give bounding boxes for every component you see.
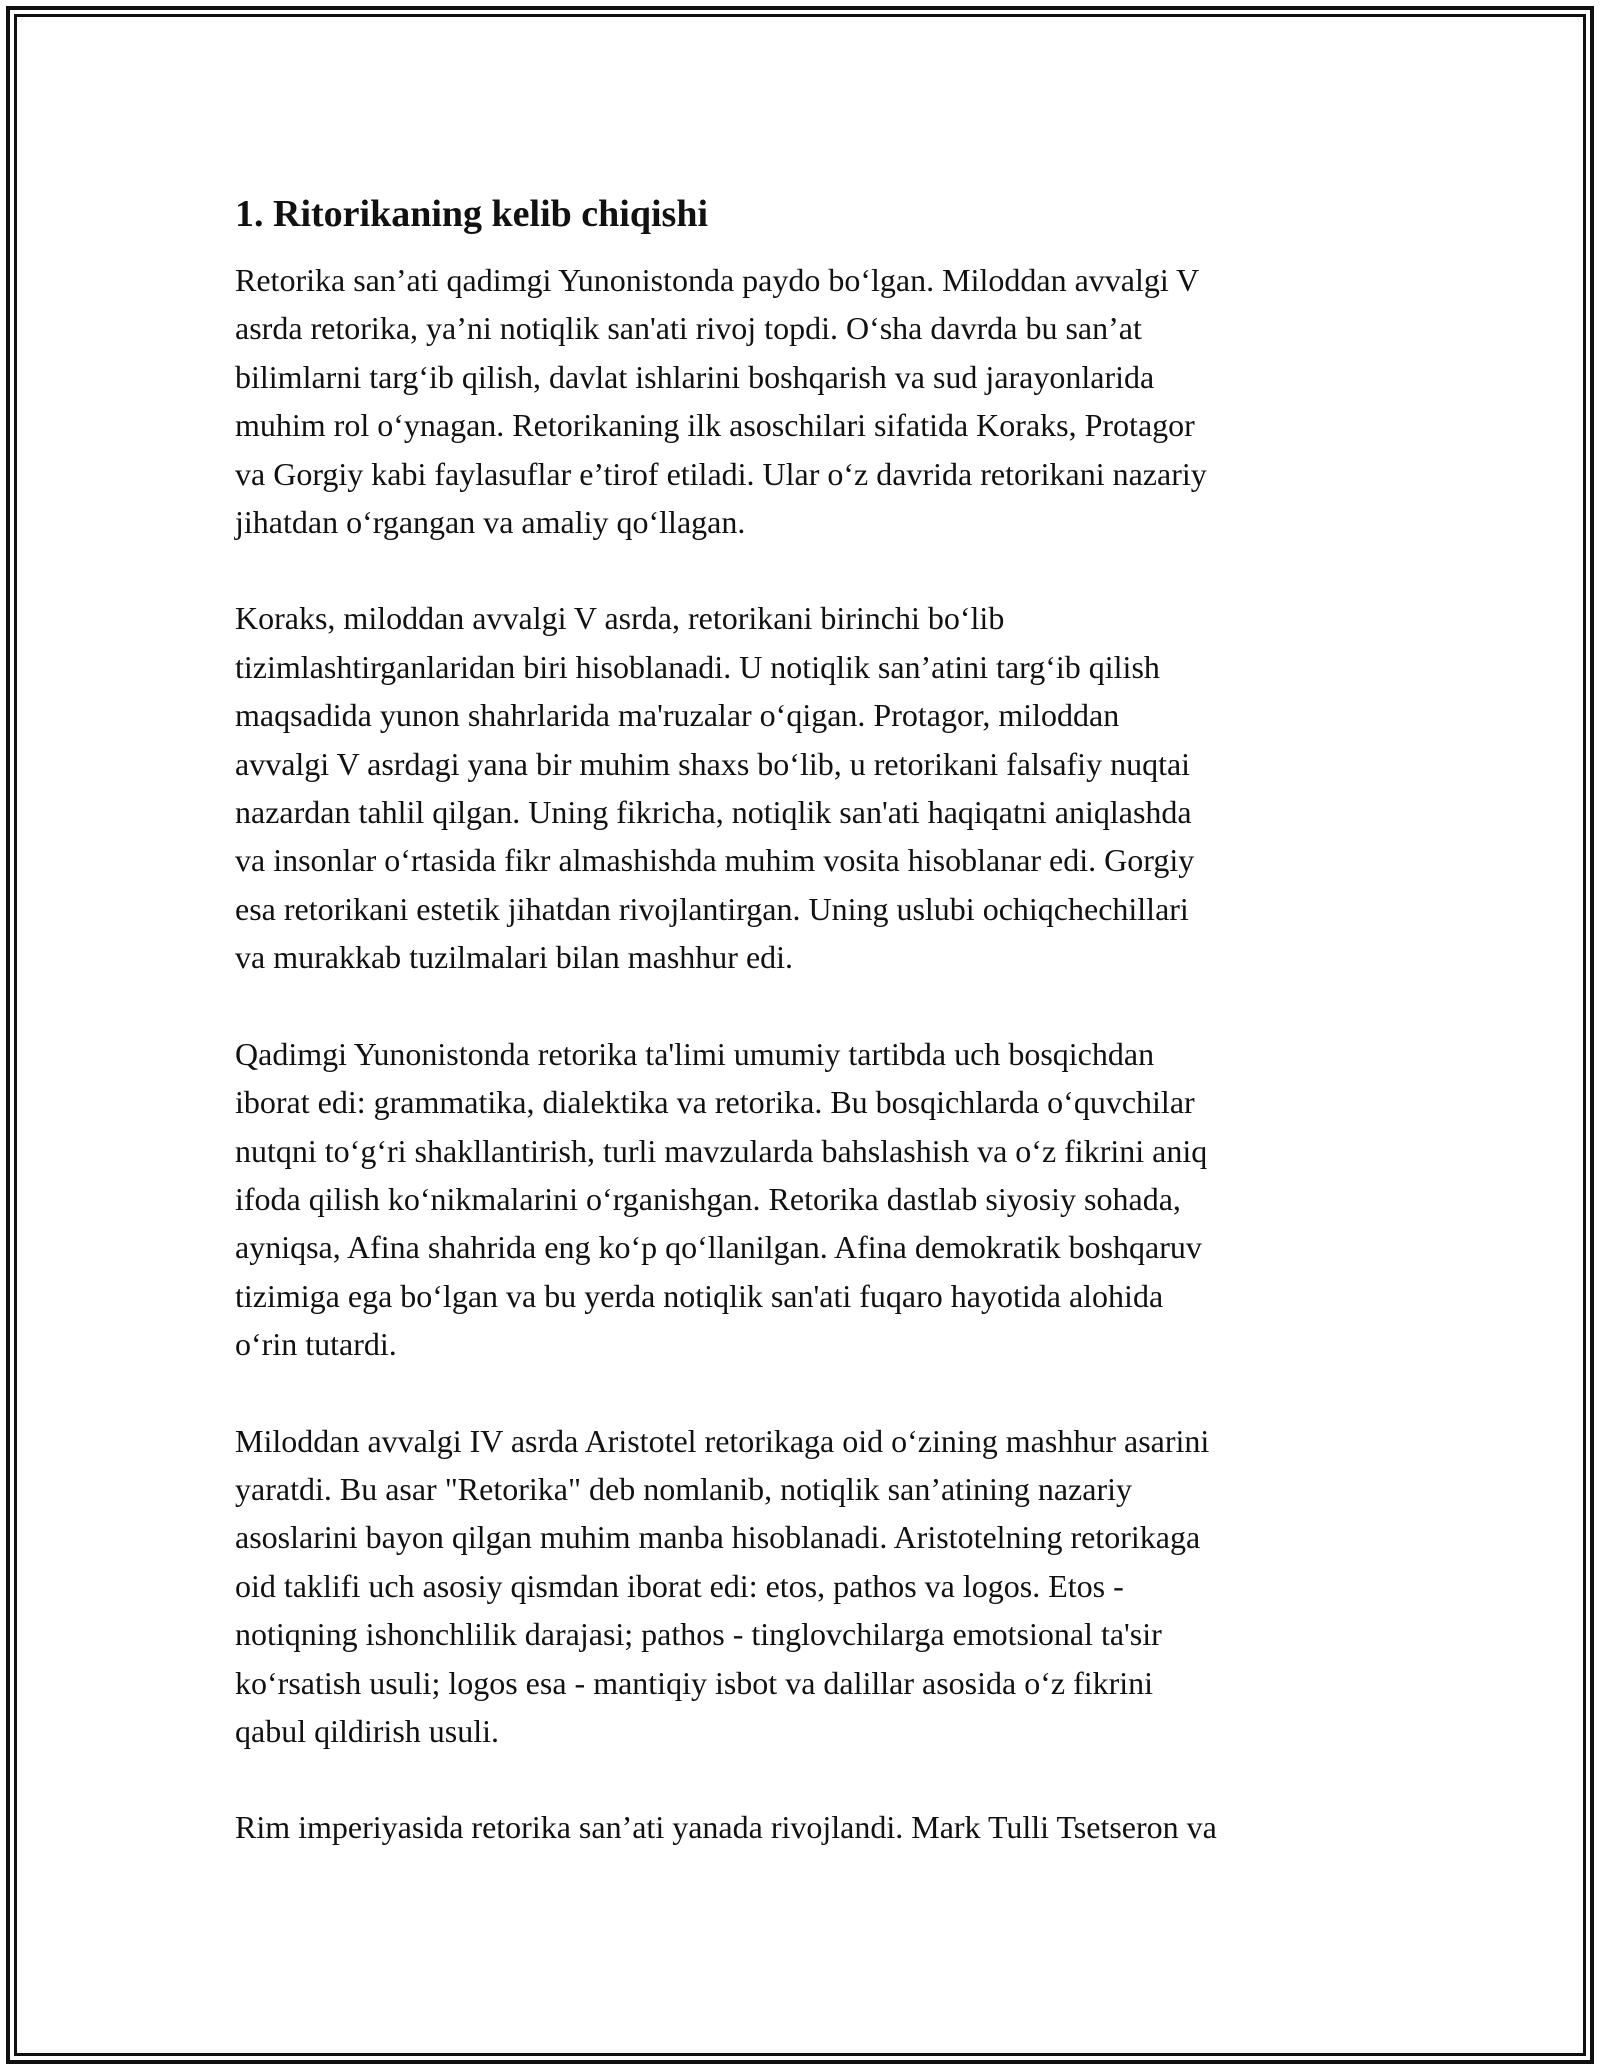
paragraph-greek-education: Qadimgi Yunonistonda retorika ta'limi umumiy tartibda uch bosqichdan iborat edi: grammatika, dialektika va retorika. Bu bosqichlarda o‘quvchilar nutqni to‘g‘ri shakllantirish, turli mavzularda bahslashish va o‘z fikrini aniq ifoda qilish ko‘nikmalarini o‘rganishgan. Retorika dastlab siyosiy sohada, ayniqsa, Afina shahrida eng ko‘p qo‘llanilgan. Afina demokratik boshqaruv tizimiga ega bo‘lgan va bu yerda notiqlik san'ati fuqaro hayotida alohida o‘rin tutardi. — [235, 1035, 1208, 1363]
section-heading: 1. Ritorikaning kelib chiqishi — [235, 193, 709, 235]
document-body — [235, 188, 1405, 1900]
paragraph-koraks-protagor-gorgiy: Koraks, miloddan avvalgi V asrda, retorikani birinchi bo‘lib tizimlashtirganlaridan biri hisoblanadi. U notiqlik san’atini targ‘ib qilish maqsadida yunon shahrlarida ma'ruzalar o‘qigan. Protagor, miloddan avvalgi V asrdagi yana bir muhim shaxs bo‘lib, u retorikani falsafiy nuqtai nazardan tahlil qilgan. Uning fikricha, notiqlik san'ati haqiqatni aniqlashda va insonlar o‘rtasida fikr almashishda muhim vosita hisoblanar edi. Gorgiy esa retorikani estetik jihatdan rivojlantirgan. Uning uslubi ochiqchechillari va murakkab tuzilmalari bilan mashhur edi. — [235, 600, 1195, 976]
paragraph-origins: Retorika san’ati qadimgi Yunonistonda paydo bo‘lgan. Miloddan avvalgi V asrda retorika, ya’ni notiqlik san'ati rivoj topdi. O‘sha davrda bu san’at bilimlarni targ‘ib qilish, davlat ishlarini boshqarish va sud jarayonlarida muhim rol o‘ynagan. Retorikaning ilk asoschilari sifatida Koraks, Protagor va Gorgiy kabi faylasuflar e’tirof etiladi. Ular o‘z davrida retorikani nazariy jihatdan o‘rgangan va amaliy qo‘llagan. — [235, 262, 1207, 541]
paragraph-rome: Rim imperiyasida retorika san’ati yanada rivojlandi. Mark Tulli Tsetseron va — [235, 1809, 1217, 1846]
paragraph-aristotle: Miloddan avvalgi IV asrda Aristotel retorikaga oid o‘zining mashhur asarini yaratdi. Bu asar "Retorika" deb nomlanib, notiqlik san’atining nazariy asoslarini bayon qilgan muhim manba hisoblanadi. Aristotelning retorikaga oid taklifi uch asosiy qismdan iborat edi: etos, pathos va logos. Etos - notiqning ishonchlilik darajasi; pathos - tinglovchilarga emotsional ta'sir ko‘rsatish usuli; logos esa - mantiqiy isbot va dalillar asosida o‘z fikrini qabul qildirish usuli. — [235, 1422, 1210, 1749]
